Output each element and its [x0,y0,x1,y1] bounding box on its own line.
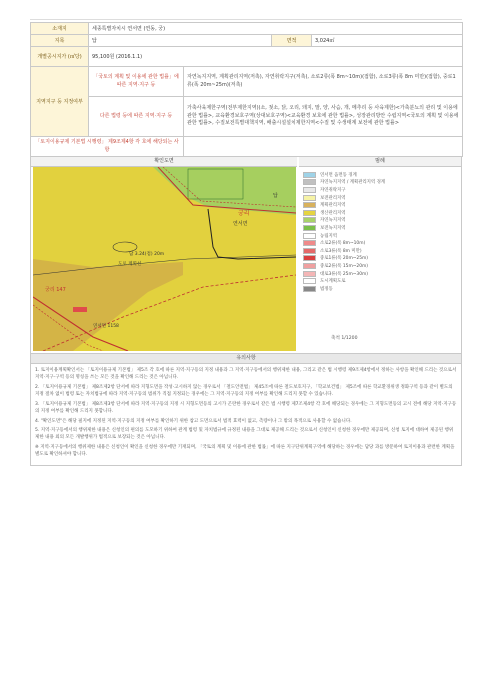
map-scale: 축척 1/1200 [331,336,358,341]
legend-label: 계획관리지역 [320,203,346,209]
legend-swatch [303,240,316,246]
legend-item [303,255,459,263]
legend-label: 중로1류(폭 20m~25m) [320,256,368,262]
legend-swatch [303,271,316,277]
legend-item [303,201,459,209]
map-caption: 확인도면 [31,157,297,167]
enforcement-decree-label: 「토지이용규제 기본법 시행령」 제9조제4항 각 호에 해당되는 사항 [31,137,184,157]
legend-label: 법정동 [320,286,333,292]
note-item: 4. "확인도면"은 해당 필지에 지정된 지역·지구등의 지정 여부를 확인하기 위한 참고 도면으로서 법적 효력이 없고, 측량이나 그 밖의 목적으로 사용할 수 없습니다. [35,418,352,424]
notes-caption: 유의사항 [30,354,462,364]
map-label-4: 도로 계획선 [118,262,142,267]
legend-item [303,194,459,202]
note-item: 2. 「토지이용규제 기본법」 제8조제2항 단서에 따라 지형도면을 작성·고시하지 않는 경우로서 「철도안전법」 제45조에 따른 철도보호지구, 「학교보건법」 제5조에 따른 학교환경위생 정화구역 등과 같이 별도의 지정 절차 없이 법령 또는 자치법규에 따라 지역·지구등의 범위가 직접 지정되는 경우에는 그 지역·지구등의 지정 여부를 확인해 드리지 못할 수 있습니다. [35,384,453,398]
land-price-label: 개별공시지가 (㎡당) [31,47,89,67]
location-value: 세종특별자치시 연서면 (연동, 궁) [89,23,463,35]
legend-label: 보전관리지역 [320,195,346,201]
land-category-value: 답 [89,35,272,47]
location-label: 소재지 [31,23,89,35]
zoning-act-label: 「국토의 계획 및 이용에 관한 법률」에 따른 지역·지구 등 [89,67,184,97]
legend-label: 자연취락지구 [320,187,346,193]
zoning-act-value: 자연녹지지역, 계획관리지역(저촉), 자연취락지구(저촉), 소로2류(폭 8m~10m)(접함), 소로3류(폭 8m 미만)(접함), 중로1류(폭 20m~25m)(저촉) [184,67,463,97]
note-item: ※ 지역·지구등에서의 행위제한 내용은 신청인이 확인을 신청한 경우에만 기재되며, 「국토의 계획 및 이용에 관한 법률」에 따른 지구단위계획구역에 해당하는 경우에는 담당 과를 방문하여 토지이용과 관련한 계획을 별도로 확인하셔야 합니다. [35,444,455,458]
legend-label: 연서면 읍면동 경계 [320,172,357,178]
header-table [30,22,463,157]
map-label-7: 연서면 1158 [93,324,119,329]
enforcement-decree-value [184,137,463,157]
legend-list [303,171,459,293]
legend-swatch [303,278,316,284]
note-item: 5. 지역·지구등에서의 행위제한 내용은 신청인의 편의를 도모하기 위하여 관계 법령 및 자치법규에 규정된 내용을 그대로 제공해 드리는 것으로서 신청인이 신청한 경우에만 제공되며, 신청 토지에 대하여 제공된 행위제한 내용 외의 모든 개발행위가 법적으로 보장되는 것은 아닙니다. [35,427,454,441]
notes-section [30,364,462,466]
map-label-1: 궁리 [238,210,250,217]
legend-item [303,209,459,217]
map-label-2: 연서면 [233,221,248,227]
legend-item [303,179,459,187]
map-svg [33,167,296,351]
map-section [30,157,462,354]
area-label: 면적 [272,35,312,47]
top-rule [30,19,462,20]
zoning-label: 지역지구 등 지정여부 [31,67,89,137]
legend-label: 소로3류(폭 8m 미만) [320,248,362,254]
legend-swatch [303,210,316,216]
legend-item [303,277,459,285]
legend-item [303,262,459,270]
legend-label: 자연녹지지역 / 계획관리지역 경계 [320,180,386,186]
legend-item [303,186,459,194]
legend-caption: 범례 [299,157,461,167]
land-category-label: 지목 [31,35,89,47]
legend-swatch [303,187,316,193]
legend-label: 대로3류(폭 25m~30m) [320,271,368,277]
area-value: 3,024㎡ [312,35,463,47]
map-label-5: 답 [273,193,278,199]
legend-item [303,224,459,232]
zoning-other-label: 다른 법령 등에 따른 지역·지구 등 [89,97,184,137]
legend-swatch [303,217,316,223]
legend-item [303,171,459,179]
legend-swatch [303,172,316,178]
legend-swatch [303,248,316,254]
land-price-value: 95,100원 (2016.1.1) [89,47,463,67]
legend-label: 자연녹지지역 [320,218,346,224]
note-item: 3. 「토지이용규제 기본법」 제8조제3항 단서에 따라 지역·지구등의 지정 시 지형도면등의 고시가 곤란한 경우로서 같은 법 시행령 제7조제4항 각 호에 해당되는 경우에는 그 지형도면등의 고시 전에 해당 지역·지구등의 지정 여부를 확인해 드리지 못합니다. [35,401,457,415]
legend-swatch [303,263,316,269]
confirmation-map[interactable] [33,167,296,351]
legend-label: 보전녹지지역 [320,225,346,231]
map-label-6: 궁리 147 [45,287,66,293]
legend-swatch [303,255,316,261]
zoning-other-value: 가축사육제한구역(전부제한지역)(소, 젖소, 닭, 오리, 돼지, 말, 양, 사슴, 개, 메추리 등 사육제한)<가축분뇨의 관리 및 이용에 관한 법률>, 교육환경보호구역(상대보호구역)<교육환경 보호에 관한 법률>, 성장관리방안 수립지역<국토의 계획 및 이용에 관한 법률>, 수질보전특별대책지역, 배출시설설치제한지역<수질 및 수생태계 보전에 관한 법률> [184,97,463,137]
note-item: 1. 토지이용계획확인서는 「토지이용규제 기본법」 제5조 각 호에 따른 지역·지구등의 지정 내용과 그 지역·지구등에서의 행위제한 내용, 그리고 같은 법 시행령 제9조제4항에서 정하는 사항을 확인해 드리는 것으로서 지역·지구·구역 등의 명칭을 쓰는 모든 것을 확인해 드리는 것은 아닙니다. [35,368,457,381]
legend-swatch [303,225,316,231]
legend-item [303,239,459,247]
legend-swatch [303,286,316,292]
map-label-3: 답 3.24(점) 20m [129,252,165,257]
legend-item [303,270,459,278]
red-marker [73,307,87,312]
legend-label: 농림지역 [320,233,337,239]
legend-swatch [303,179,316,185]
legend-label: 생산관리지역 [320,210,346,216]
legend-swatch [303,202,316,208]
legend-item [303,217,459,225]
legend-label: 중로2류(폭 15m~20m) [320,263,368,269]
legend-swatch [303,233,316,239]
legend-label: 도시계획도로 [320,279,346,285]
legend-item [303,247,459,255]
legend-swatch [303,195,316,201]
legend-item [303,232,459,240]
land-use-certificate [30,22,462,620]
legend-label: 소로2류(폭 8m~10m) [320,241,366,247]
legend-item [303,285,459,293]
